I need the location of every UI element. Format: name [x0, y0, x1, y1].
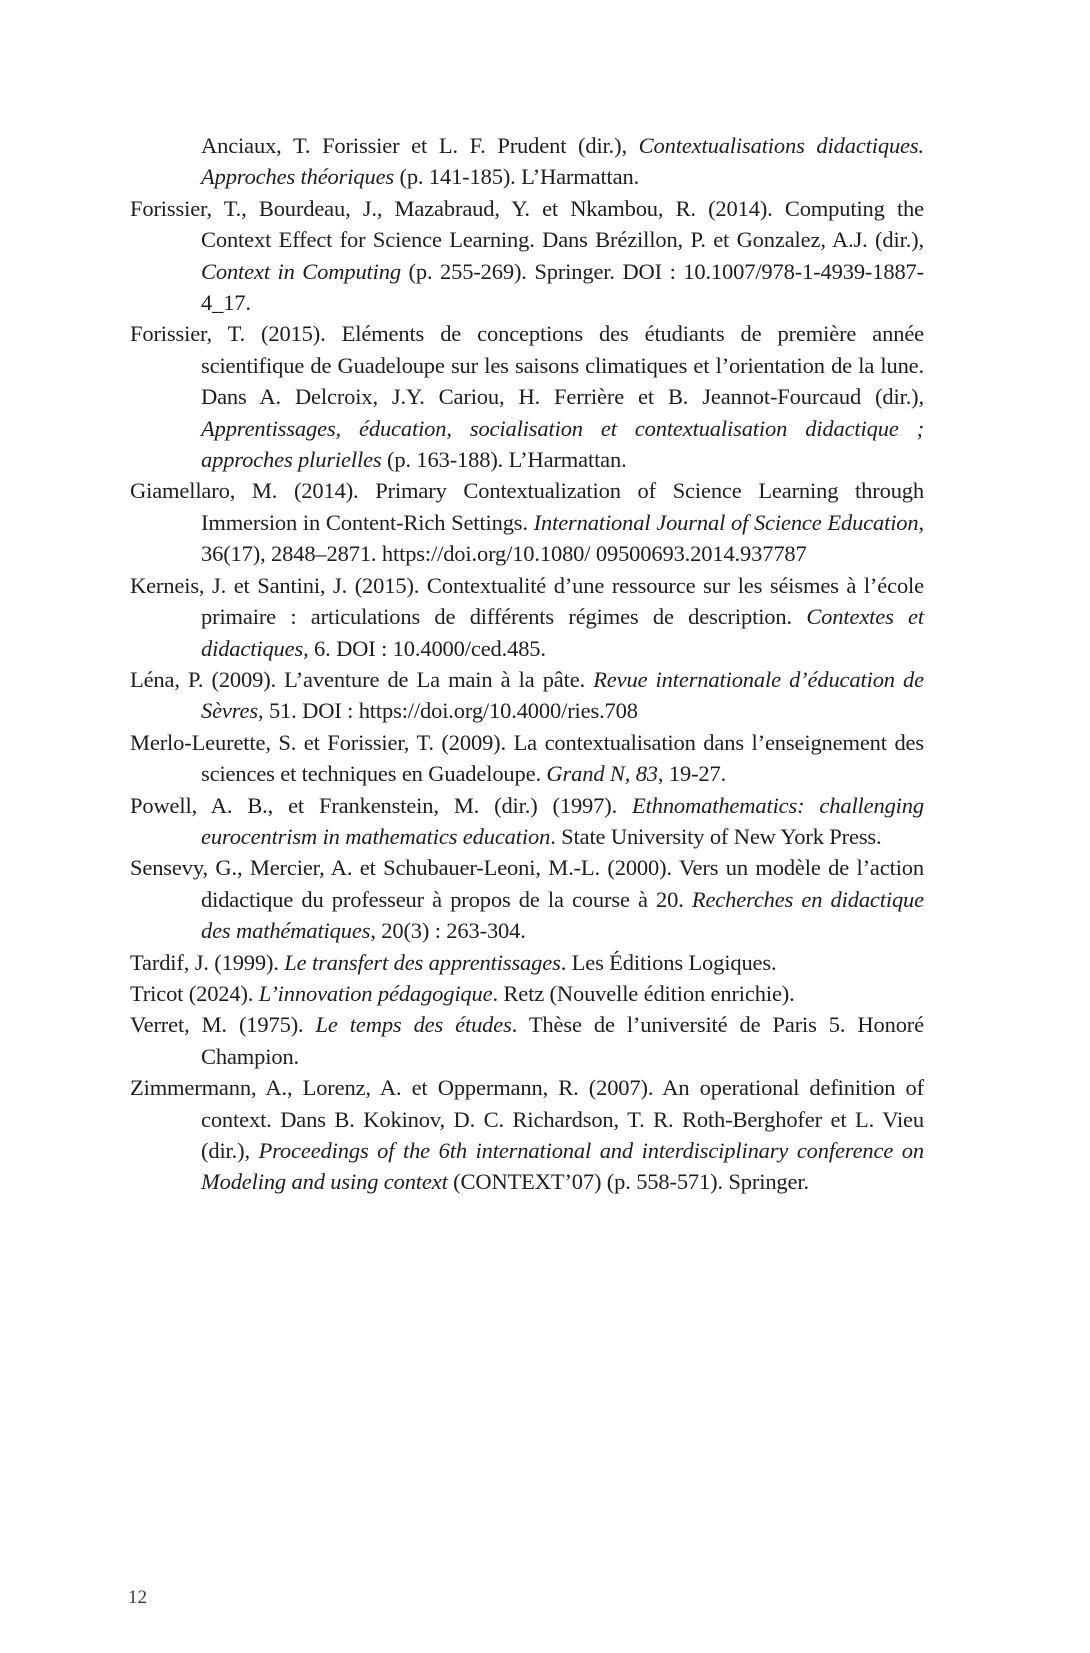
- page-number: 12: [128, 1587, 147, 1608]
- entry-text: Forissier, T., Bourdeau, J., Mazabraud, Y. et Nkambou, R. (2014). Computing the Context Effect for Science Learning. Dans Brézillon, P. et Gonzalez, A.J. (dir.),: [130, 195, 924, 253]
- bibliography-entry: [130, 727, 924, 790]
- bibliography-entry: [130, 475, 924, 569]
- entry-text: (p. 255-269). Springer. DOI : 10.1007/978-1-4939-1887-4_17.: [201, 258, 924, 316]
- bibliography-entry: [130, 570, 924, 664]
- entry-title-italic: Ethnomathematics: challenging eurocentrism in mathematics education: [201, 792, 924, 849]
- entry-text: Sensevy, G., Mercier, A. et Schubauer-Leoni, M.-L. (2000). Vers un modèle de l’action didactique du professeur à propos de la course à 20.: [130, 855, 924, 912]
- entry-title-italic: Contextualisations didactiques. Approches théoriques: [201, 133, 924, 190]
- bibliography-entry: [130, 852, 924, 946]
- entry-text: . Retz (Nouvelle édition enrichie).: [492, 980, 795, 1006]
- entry-text: Merlo-Leurette, S. et Forissier, T. (2009). La contextualisation dans l’enseignement des sciences et techniques en Guadeloupe.: [130, 729, 924, 787]
- bibliography-entry: [130, 193, 924, 319]
- entry-text: Verret, M. (1975).: [130, 1012, 316, 1038]
- entry-title-italic: Contextes et didactiques,: [201, 604, 924, 661]
- entry-text: Tricot (2024).: [130, 980, 259, 1006]
- entry-text: Anciaux, T. Forissier et L. F. Prudent (dir.),: [201, 133, 639, 158]
- entry-title-italic: Grand N, 83: [546, 761, 658, 787]
- entry-title-italic: Le temps des études: [315, 1012, 512, 1038]
- bibliography-entry: [130, 318, 924, 475]
- entry-text: . Thèse de l’université de Paris 5. Honoré Champion.: [201, 1012, 924, 1069]
- bibliography-entry: [130, 947, 924, 978]
- entry-title-italic: Apprentissages, éducation, socialisation et contextualisation didactique ; approches plurielles: [201, 415, 924, 473]
- entry-title-italic: Le transfert des apprentissages: [284, 949, 561, 975]
- entry-text: , 36(17), 2848–2871. https://doi.org/10.1080/ 09500693.2014.937787: [201, 509, 924, 567]
- entry-title-italic: L’innovation pédagogique: [258, 980, 493, 1006]
- entry-text: , 20(3) : 263-304.: [370, 918, 526, 944]
- entry-text: Léna, P. (2009). L’aventure de La main à la pâte.: [130, 666, 594, 692]
- entry-text: Giamellaro, M. (2014). Primary Contextualization of Science Learning through Immersion in Content-Rich Settings.: [130, 478, 924, 535]
- entry-text: , 51. DOI : https://doi.org/10.4000/ries.708: [258, 698, 638, 724]
- entry-text: Tardif, J. (1999).: [130, 949, 285, 975]
- entry-text: . State University of New York Press.: [550, 823, 882, 849]
- bibliography-list: [130, 130, 924, 1198]
- bibliography-entry: [130, 664, 924, 727]
- entry-title-italic: Context in Computing: [201, 258, 401, 284]
- entry-title-italic: Recherches en didactique des mathématiques: [201, 886, 924, 944]
- entry-text: Powell, A. B., et Frankenstein, M. (dir.) (1997).: [130, 792, 633, 818]
- bibliography-entry: [130, 978, 924, 1009]
- entry-text: , 19-27.: [657, 761, 727, 787]
- entry-text: 6. DOI : 10.4000/ced.485.: [308, 635, 546, 661]
- entry-title-italic: Revue internationale d’éducation de Sèvres: [201, 666, 924, 724]
- entry-text: Forissier, T. (2015). Eléments de conceptions des étudiants de première année scientifique de Guadeloupe sur les saisons climatiques et l’orientation de la lune. Dans A. Delcroix, J.Y. Cariou, H. Ferrière et B. Jeannot-Fourcaud (dir.),: [130, 321, 924, 410]
- bibliography-entry: [130, 790, 924, 853]
- entry-text: (CONTEXT’07) (p. 558-571). Springer.: [447, 1169, 809, 1195]
- entry-text: Zimmermann, A., Lorenz, A. et Oppermann, R. (2007). An operational definition of context. Dans B. Kokinov, D. C. Richardson, T. R. Roth-Berghofer et L. Vieu (dir.),: [130, 1075, 924, 1163]
- bibliography-entry-continuation: [130, 130, 924, 193]
- entry-text: (p. 163-188). L’Harmattan.: [381, 447, 627, 473]
- entry-title-italic: International Journal of Science Education: [533, 509, 919, 535]
- bibliography-entry: [130, 1009, 924, 1072]
- entry-text: Kerneis, J. et Santini, J. (2015). Contextualité d’une ressource sur les séismes à l’école primaire : articulations de différents régimes de description.: [130, 572, 924, 630]
- bibliography-entry: [130, 1072, 924, 1198]
- entry-text: (p. 141-185). L’Harmattan.: [394, 164, 640, 190]
- entry-text: . Les Éditions Logiques.: [560, 949, 777, 975]
- entry-title-italic: Proceedings of the 6th international and interdisciplinary conference on Modeling and using context: [201, 1138, 925, 1195]
